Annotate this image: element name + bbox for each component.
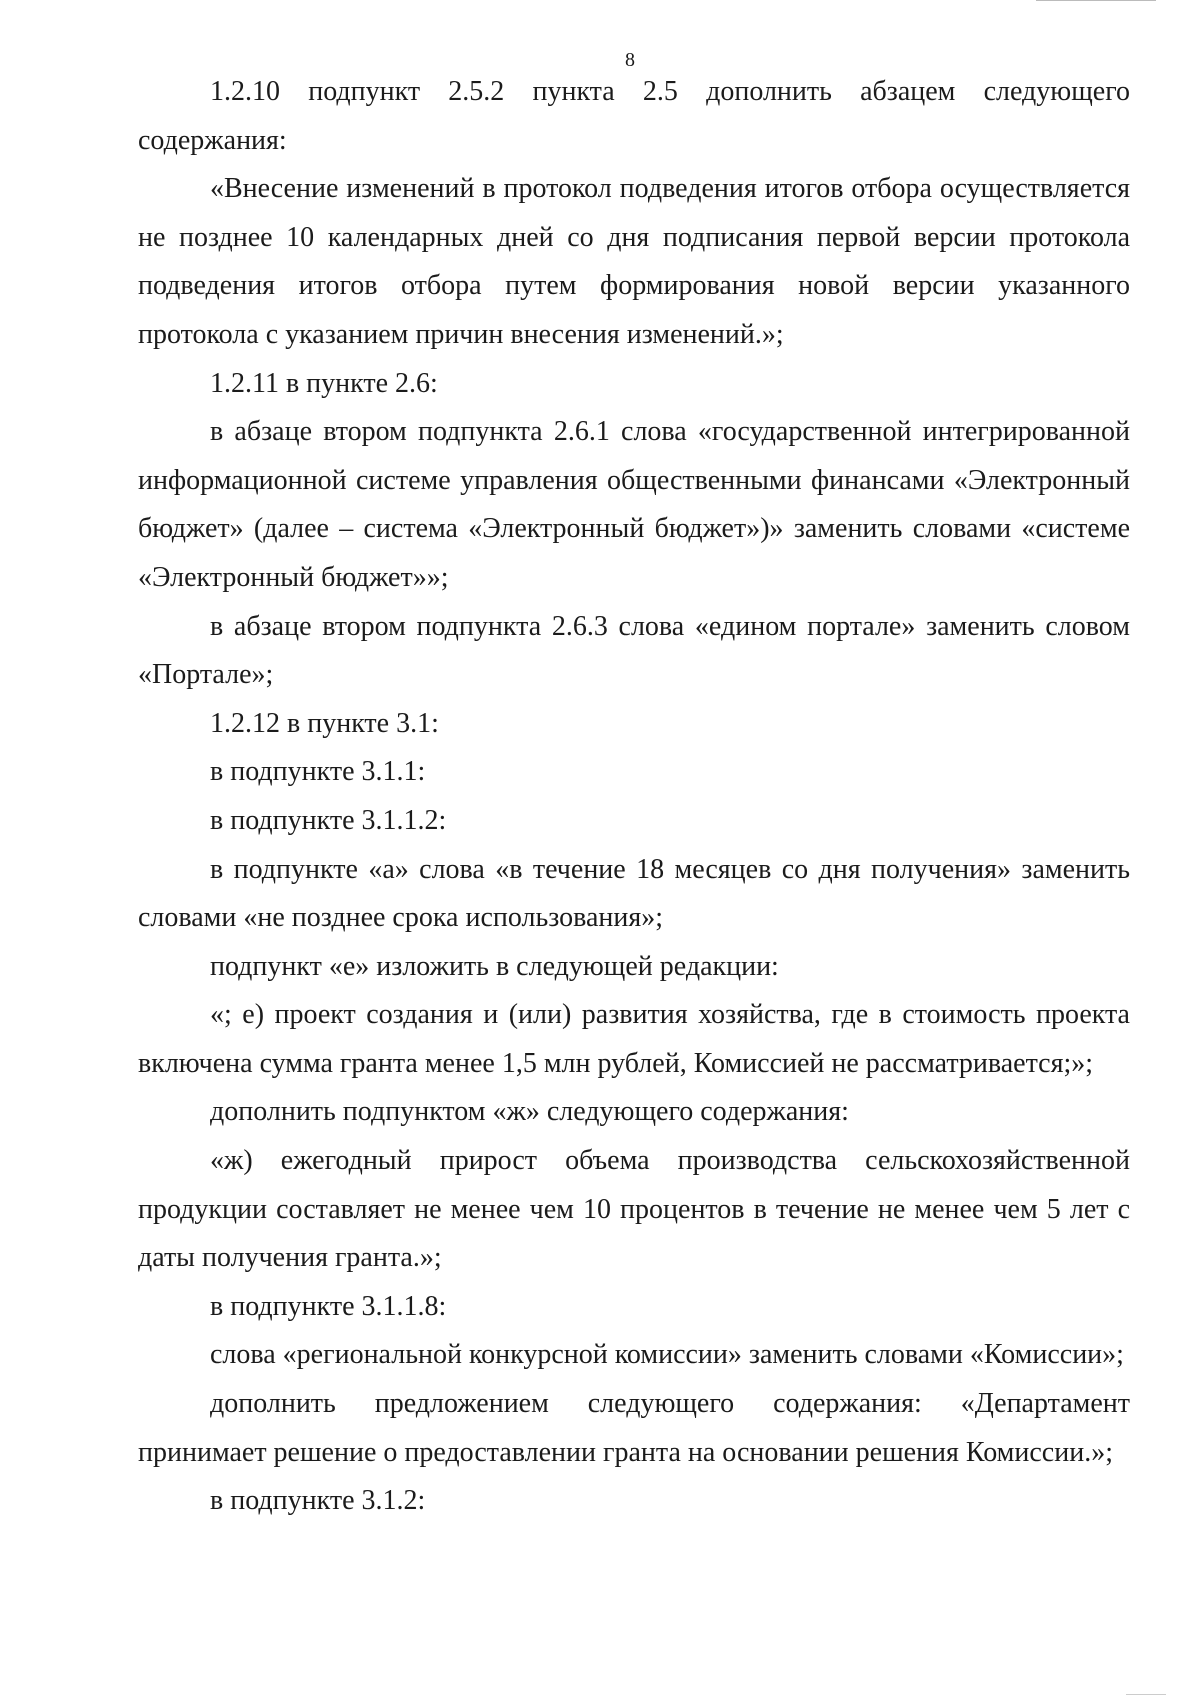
document-body [138, 68, 1130, 1526]
paragraph-3-1-1-2: в подпункте 3.1.1.2: [210, 804, 447, 836]
paragraph-subpoint-a: в подпункте «а» слова «в течение 18 месяцев со дня получения» заменить словами «не позднее срока использования»; [138, 853, 1130, 934]
paragraph-3-1-1-8: в подпункте 3.1.1.8: [210, 1290, 447, 1322]
paragraph-1-2-12: 1.2.12 в пункте 3.1: [210, 707, 439, 739]
paragraph-commission-words: слова «региональной конкурсной комиссии» заменить словами «Комиссии»; [210, 1339, 1124, 1371]
paragraph-1-2-11: 1.2.11 в пункте 2.6: [210, 367, 438, 399]
scan-edge-mark [1036, 0, 1156, 3]
paragraph-2-6-1-amendment: в абзаце втором подпункта 2.6.1 слова «государственной интегрированной информационной системе управления общественными финансами «Электронный бюджет» (далее – система «Электронный бюджет»)» заменить словами «системе «Электронный бюджет»»; [138, 416, 1130, 593]
page-number: 8 [625, 49, 635, 71]
paragraph-1-2-10: 1.2.10 подпункт 2.5.2 пункта 2.5 дополнить абзацем следующего содержания: [138, 76, 1130, 156]
paragraph-department-decision: дополнить предложением следующего содержания: «Департамент принимает решение о предоставлении гранта на основании решения Комиссии.»; [138, 1388, 1130, 1468]
paragraph-subpoint-zh-text: «ж) ежегодный прирост объема производства сельскохозяйственной продукции составляет не менее чем 10 процентов в течение не менее чем 5 лет с даты получения гранта.»; [138, 1145, 1130, 1274]
paragraph-subpoint-e-intro: подпункт «е» изложить в следующей редакции: [210, 950, 779, 982]
paragraph-2-6-3-amendment: в абзаце втором подпункта 2.6.3 слова «едином портале» заменить словом «Портале»; [138, 610, 1130, 691]
paragraph-3-1-2: в подпункте 3.1.2: [210, 1485, 426, 1517]
paragraph-subpoint-e-text: «; е) проект создания и (или) развития хозяйства, где в стоимость проекта включена сумма гранта менее 1,5 млн рублей, Комиссией не рассматривается;»; [138, 999, 1130, 1079]
paragraph-quote-protocol-changes: «Внесение изменений в протокол подведения итогов отбора осуществляется не позднее 10 календарных дней со дня подписания первой версии протокола подведения итогов отбора путем формирования новой версии указанного протокола с указанием причин внесения изменений.»; [138, 173, 1130, 350]
paragraph-subpoint-zh-intro: дополнить подпунктом «ж» следующего содержания: [210, 1096, 849, 1128]
paragraph-3-1-1: в подпункте 3.1.1: [210, 756, 426, 788]
